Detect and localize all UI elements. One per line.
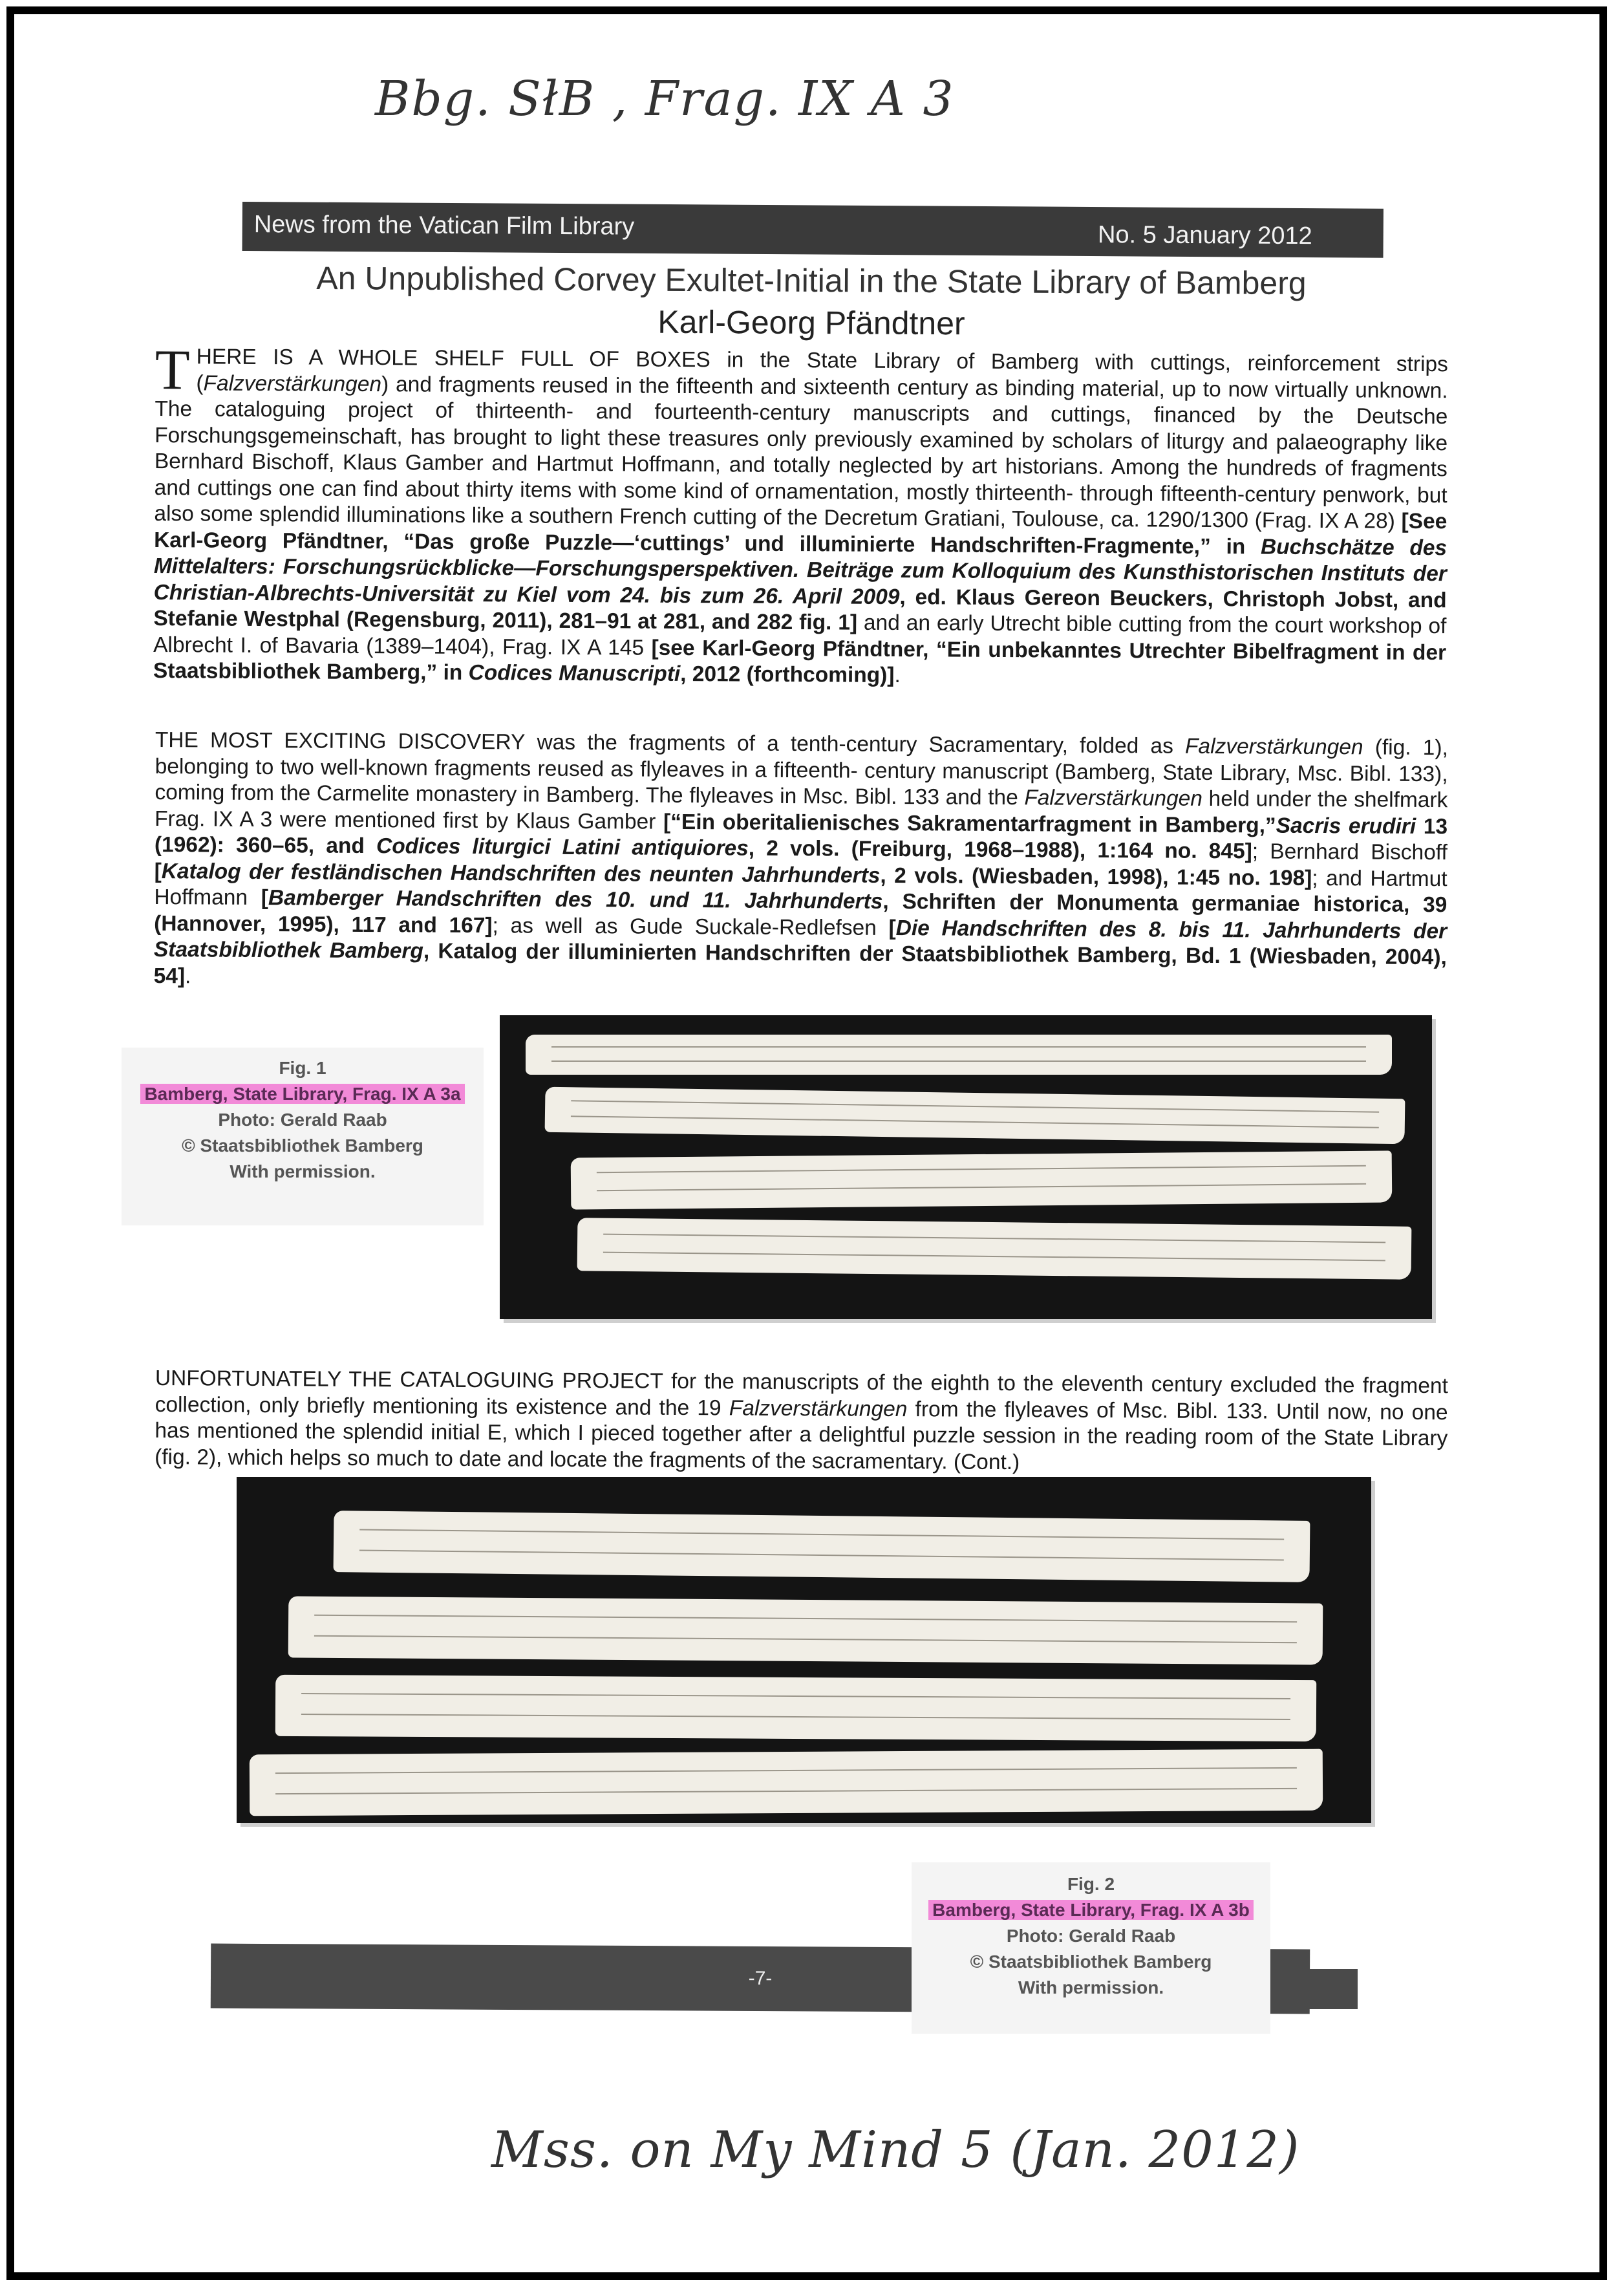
handwritten-note: Mss. on My Mind 5 (Jan. 2012): [491, 2121, 1300, 2179]
paragraph-1: THERE IS A WHOLE SHELF FULL OF BOXES in the State Library of Bamberg with cuttings, reinforcement strips (Falzverstärkungen) and fragments reused in the fifteenth and sixteenth century as binding material, up to now virtually unknown. The cataloguing project of thirteenth- and fourteenth-century manuscripts and cuttings, financed by the Deutsche Forschungsgemeinschaft, has brought to light these treasures only previously examined by scholars of liturgy and palaeography like Bernhard Bischoff, Klaus Gamber and Hartmut Hoffmann, and totally neglected by art historians. Among the hundreds of fragments and cuttings one can find about thirty items with some kind of ornamentation, mostly thirteenth- through fifteenth-century penwork, but also some splendid illuminations like a southern French cutting of the Decretum Gratiani, Toulouse, ca. 1290/1300 (Frag. IX A 28) [See Karl-Georg Pfändtner, “Das große Puzzle—‘cuttings’ und illuminierte Handschriften-Fragmente,” in Buchschätze des Mittelalters: Forschungsrückblicke—Forschungsperspektiven. Beiträge zum Kolloquium des Kunsthistorischen Instituts der Christian-Albrechts-Universität zu Kiel vom 24. bis zum 26. April 2009, ed. Klaus Gereon Beuckers, Christoph Jobst, and Stefanie Westphal (Regensburg, 2011), 281–91 at 281, and 282 fig. 1] and an early Utrecht bible cutting from the court workshop of Albrecht I. of Bavaria (1389–1404), Frag. IX A 145 [see Karl-Georg Pfändtner, “Ein unbekanntes Utrechter Bibelfragment in der Staatsbibliothek Bamberg,” in Codices Manuscripti, 2012 (forthcoming)].: [153, 339, 1448, 688]
citation: [: [888, 916, 896, 940]
fig1-photo: [500, 1015, 1432, 1319]
manuscript-strip: [571, 1150, 1393, 1209]
citation: [: [261, 886, 269, 910]
citation: [: [154, 859, 162, 883]
citation: [see Karl-Georg Pfändtner, “Ein unbekanntes Utrechter Bibelfragment in der Staatsbibliothek Bamberg,” in: [153, 636, 1447, 685]
fig1-permission: With permission.: [230, 1161, 376, 1181]
manuscript-strip: [275, 1675, 1316, 1741]
fig1-shelfmark: Bamberg, State Library, Frag. IX A 3a: [140, 1084, 464, 1104]
manuscript-strip: [577, 1218, 1412, 1280]
fig2-label: Fig. 2: [1067, 1874, 1115, 1894]
fig2-permission: With permission.: [1018, 1977, 1164, 1997]
citation: [“Ein oberitalienisches Sakramentarfragment in Bamberg,”: [663, 810, 1276, 838]
fig2-caption: [912, 1862, 1270, 2034]
lead-in: HERE IS A WHOLE SHELF FULL OF BOXES: [196, 345, 710, 372]
newsletter-name: News from the Vatican Film Library: [253, 211, 635, 241]
fig1-caption: [122, 1048, 484, 1225]
manuscript-strip: [250, 1749, 1323, 1816]
fig1-copyright: © Staatsbibliothek Bamberg: [182, 1136, 423, 1156]
citation: [See Karl-Georg Pfändtner, “Das große Puzzle—‘cuttings’ und illuminierte Handschriften-Fragmente,” in: [154, 509, 1448, 559]
handwritten-shelfmark: Bbg. SłB , Frag. IX A 3: [375, 71, 955, 127]
manuscript-strip: [334, 1511, 1310, 1582]
manuscript-strip: [526, 1035, 1392, 1075]
fig2-shelfmark: Bamberg, State Library, Frag. IX A 3b: [928, 1900, 1254, 1920]
issue-number: No. 5 January 2012: [1097, 221, 1312, 250]
page-number: -7-: [748, 1967, 773, 1990]
paragraph-2: THE MOST EXCITING DISCOVERY was the fragments of a tenth-century Sacramentary, folded as Falzverstärkungen (fig. 1), belonging to two well-known fragments reused as flyleaves in a fifteenth- century manuscript (Bamberg, State Library, Msc. Bibl. 133), coming from the Carmelite monastery in Bamberg. The flyleaves in Msc. Bibl. 133 and the Falzverstärkungen held under the shelfmark Frag. IX A 3 were mentioned first by Klaus Gamber [“Ein oberitalienisches Sakramentarfragment in Bamberg,”Sacris erudiri 13 (1962): 360–65, and Codices liturgici Latini antiquiores, 2 vols. (Freiburg, 1968–1988), 1:164 no. 845]; Bernhard Bischoff [Katalog der festländischen Handschriften des neunten Jahrhunderts, 2 vols. (Wiesbaden, 1998), 1:45 no. 198]; and Hartmut Hoffmann [Bamberger Handschriften des 10. und 11. Jahrhunderts, Schriften der Monumenta germaniae historica, 39 (Hannover, 1995), 117 and 167]; as well as Gude Suckale-Redlefsen [Die Handschriften des 8. bis 11. Jahrhunderts der Staatsbibliothek Bamberg, Katalog der illuminierten Handschriften der Staatsbibliothek Bamberg, Bd. 1 (Wiesbaden, 2004), 54].: [153, 728, 1448, 988]
newsletter-banner: [242, 202, 1384, 258]
fig2-photo: [237, 1477, 1371, 1823]
manuscript-strip: [288, 1596, 1323, 1664]
fig1-label: Fig. 1: [279, 1058, 326, 1078]
fig2-photo-credit: Photo: Gerald Raab: [1006, 1926, 1176, 1946]
article-title: An Unpublished Corvey Exultet-Initial in the State Library of Bamberg: [316, 259, 1307, 302]
fig1-photo-credit: Photo: Gerald Raab: [218, 1110, 387, 1130]
drop-cap: T: [155, 339, 190, 402]
manuscript-strip: [545, 1087, 1405, 1145]
paragraph-3: UNFORTUNATELY THE CATALOGUING PROJECT for the manuscripts of the eighth to the eleventh century excluded the fragment collection, only briefly mentioning its existence and the 19 Falzverstärkungen from the flyleaves of Msc. Bibl. 133. Until now, no one has mentioned the splendid initial E, which I pieced together after a delightful puzzle session in the reading room of the State Library (fig. 2), which helps so much to date and locate the fragments of the sacramentary. (Cont.): [155, 1366, 1448, 1474]
footer-bar-end: [1267, 1969, 1358, 2009]
fig2-copyright: © Staatsbibliothek Bamberg: [970, 1952, 1212, 1972]
lead-in: THE MOST EXCITING DISCOVERY: [155, 728, 526, 755]
lead-in: UNFORTUNATELY THE CATALOGUING PROJECT: [155, 1366, 663, 1394]
article-author: Karl-Georg Pfändtner: [657, 303, 965, 342]
